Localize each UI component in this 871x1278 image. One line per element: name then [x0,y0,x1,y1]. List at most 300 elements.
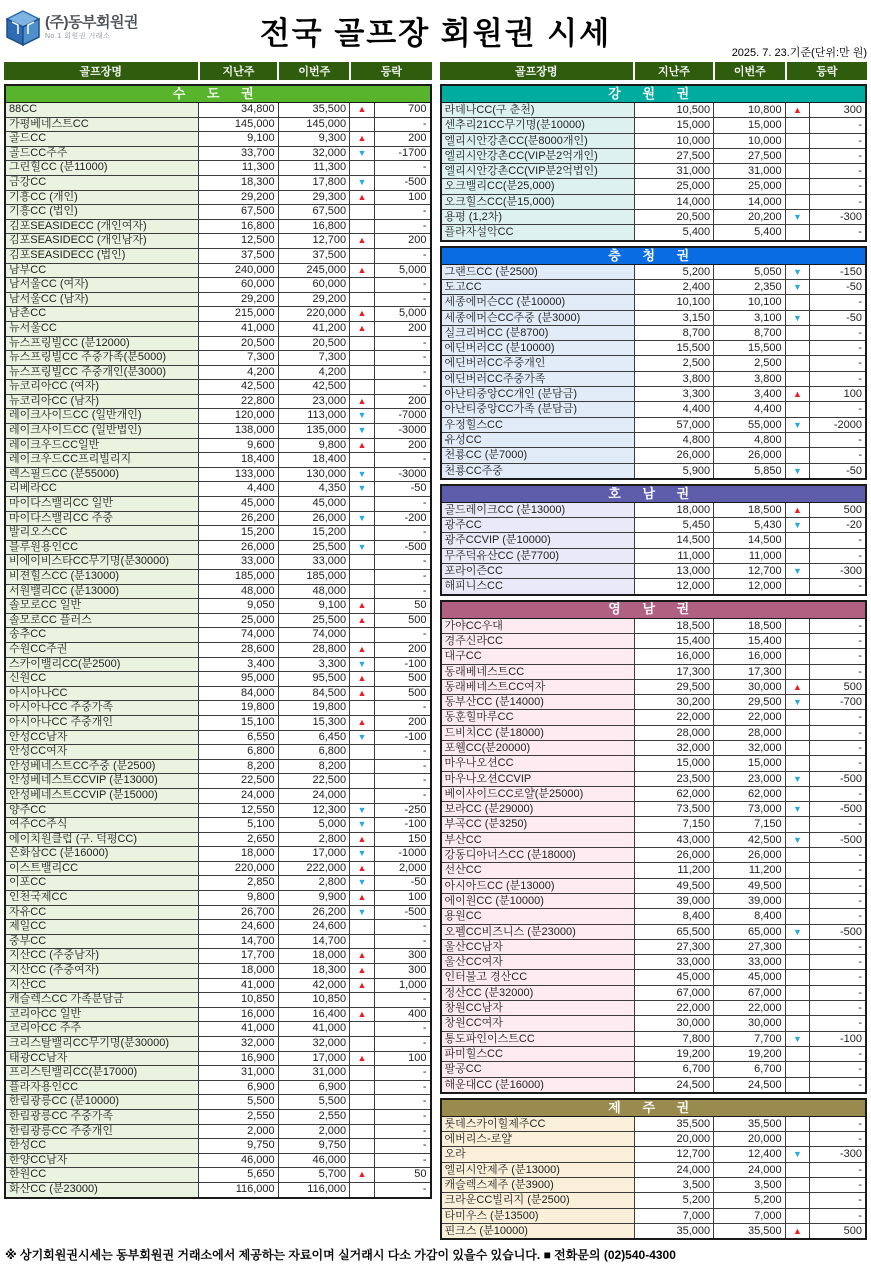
change-value: - [374,584,430,599]
change-value: 700 [374,103,430,118]
last-week-price: 22,000 [634,710,714,725]
no-change-icon [350,1182,375,1197]
last-week-price: 19,800 [199,701,279,716]
table-row [441,341,867,356]
course-name: 솔모로CC 플러스 [5,613,199,628]
this-week-price: 42,500 [714,832,785,847]
course-name: 블루원용인CC [5,540,199,555]
this-week-price: 7,000 [714,1208,785,1223]
change-value: - [810,579,866,595]
change-value: - [374,774,430,789]
no-change-icon [785,740,810,755]
table-row [441,618,867,633]
course-name: 지산CC (주중여자) [5,964,199,979]
column-header-row [4,62,432,80]
table-row [441,817,867,832]
section-title-honam: 호 남 권 [441,485,867,503]
table-row [5,132,431,147]
page-title: 전국 골프장 회원권 시세 [259,16,612,51]
this-week-price: 73,000 [714,802,785,817]
change-value: - [810,649,866,664]
section-title-yeongnam: 영 남 권 [441,601,867,619]
table-row [441,579,867,595]
table-row [5,365,431,380]
last-week-price: 16,000 [199,1007,279,1022]
this-week-price: 67,500 [278,205,349,220]
table-row [441,633,867,648]
table-row [5,278,431,293]
last-week-price: 3,800 [634,371,714,386]
this-week-price: 9,750 [278,1139,349,1154]
region-table-jeju [440,1098,868,1240]
section-header-row-honam [441,485,867,503]
last-week-price: 12,000 [634,579,714,595]
last-week-price: 39,000 [634,893,714,908]
change-value: 500 [810,502,866,517]
course-name: 지산CC [5,978,199,993]
this-week-price: 22,000 [714,710,785,725]
up-arrow-icon: ▲ [785,103,810,118]
course-name: 아시아나CC [5,686,199,701]
this-week-price: 18,500 [714,618,785,633]
course-name: 중부CC [5,934,199,949]
this-week-price: 18,300 [278,964,349,979]
this-week-price: 3,800 [714,371,785,386]
no-change-icon [785,1062,810,1077]
change-value: 5,000 [374,263,430,278]
last-week-price: 11,300 [199,161,279,176]
table-row [441,448,867,463]
no-change-icon [785,548,810,563]
course-name: 자유CC [5,905,199,920]
change-value: - [374,555,430,570]
table-row [441,548,867,563]
course-name: 해피니스CC [441,579,635,595]
page-header [4,2,867,58]
region-table-chungcheong [440,246,868,480]
course-name: 울산CC남자 [441,939,635,954]
table-row [5,103,431,118]
course-name: 해운대CC (분16000) [441,1077,635,1093]
this-week-price: 116,000 [278,1182,349,1197]
this-week-price: 35,500 [278,103,349,118]
region-table-gangwon [440,84,868,242]
table-row [5,1022,431,1037]
col-label-lastweek: 지난주 [634,62,714,80]
change-value: - [374,1037,430,1052]
table-row [5,438,431,453]
this-week-price: 16,400 [278,1007,349,1022]
change-value: - [810,985,866,1000]
change-value: -500 [810,832,866,847]
table-row [5,1095,431,1110]
down-arrow-icon: ▼ [350,146,375,161]
change-value: 300 [810,103,866,118]
down-arrow-icon: ▼ [785,832,810,847]
last-week-price: 15,200 [199,526,279,541]
this-week-price: 35,500 [714,1116,785,1131]
table-row [441,1046,867,1061]
course-name: 남부CC [5,263,199,278]
last-week-price: 7,000 [634,1208,714,1223]
this-week-price: 6,700 [714,1062,785,1077]
no-change-icon [785,725,810,740]
last-week-price: 31,000 [634,164,714,179]
this-week-price: 5,500 [278,1095,349,1110]
last-week-price: 138,000 [199,424,279,439]
course-name: 기흥CC (법인) [5,205,199,220]
right-column [440,62,868,1240]
table-row [441,863,867,878]
last-week-price: 4,800 [634,432,714,447]
course-name: 유성CC [441,432,635,447]
this-week-price: 135,000 [278,424,349,439]
no-change-icon [350,161,375,176]
table-row [5,905,431,920]
this-week-price: 5,400 [714,225,785,241]
table-row [5,1124,431,1139]
down-arrow-icon: ▼ [350,876,375,891]
no-change-icon [350,526,375,541]
last-week-price: 10,500 [634,103,714,118]
this-week-price: 14,000 [714,194,785,209]
up-arrow-icon: ▲ [785,679,810,694]
phone-contact: ■ 전화문의 (02)540-4300 [543,1248,676,1263]
up-arrow-icon: ▲ [350,949,375,964]
table-row [441,518,867,533]
this-week-price: 8,400 [714,909,785,924]
this-week-price: 18,000 [278,949,349,964]
course-name: 드비치CC (분18000) [441,725,635,740]
change-value: - [810,432,866,447]
no-change-icon [785,909,810,924]
this-week-price: 2,500 [714,356,785,371]
this-week-price: 46,000 [278,1153,349,1168]
down-arrow-icon: ▼ [350,657,375,672]
this-week-price: 42,500 [278,380,349,395]
company-logo [6,10,138,46]
change-value: - [374,628,430,643]
no-change-icon [350,1037,375,1052]
no-change-icon [785,179,810,194]
no-change-icon [350,745,375,760]
table-row [441,564,867,579]
change-value: - [374,993,430,1008]
course-name: 아시아나CC 주중가족 [5,701,199,716]
change-value: - [810,756,866,771]
change-value: - [810,710,866,725]
change-value: -100 [374,657,430,672]
course-name: 금강CC [5,175,199,190]
last-week-price: 220,000 [199,861,279,876]
last-week-price: 3,300 [634,387,714,402]
section-header-row-sudo [5,85,431,103]
this-week-price: 26,000 [714,848,785,863]
this-week-price: 14,500 [714,533,785,548]
change-value: -500 [810,924,866,939]
course-name: 우정힐스CC [441,417,635,432]
no-change-icon [350,1139,375,1154]
this-week-price: 2,000 [278,1124,349,1139]
table-row [441,878,867,893]
last-week-price: 215,000 [199,307,279,322]
this-week-price: 42,000 [278,978,349,993]
company-tagline: No.1 회원권 거래소 [45,33,111,40]
table-row [441,279,867,294]
course-name: 안성베네스트CCVIP (분15000) [5,788,199,803]
change-value: - [810,893,866,908]
no-change-icon [350,1022,375,1037]
down-arrow-icon: ▼ [785,210,810,225]
down-arrow-icon: ▼ [350,905,375,920]
last-week-price: 8,200 [199,759,279,774]
last-week-price: 22,800 [199,394,279,409]
logo-text [45,15,138,41]
no-change-icon [350,1109,375,1124]
table-row [5,540,431,555]
course-name: 실크리버CC (분8700) [441,325,635,340]
last-week-price: 41,000 [199,321,279,336]
change-value: -700 [810,695,866,710]
no-change-icon [350,497,375,512]
down-arrow-icon: ▼ [785,695,810,710]
change-value: -20 [810,518,866,533]
table-row [5,467,431,482]
table-row [441,210,867,225]
last-week-price: 19,200 [634,1046,714,1061]
up-arrow-icon: ▲ [785,387,810,402]
change-value: 500 [374,686,430,701]
last-week-price: 49,500 [634,878,714,893]
change-value: - [374,380,430,395]
change-value: - [810,341,866,356]
course-name: 세종에머슨CC (분10000) [441,295,635,310]
last-week-price: 9,050 [199,599,279,614]
table-row [5,1168,431,1183]
change-value: - [810,664,866,679]
course-name: 에딘버러CC (분10000) [441,341,635,356]
this-week-price: 22,000 [714,1001,785,1016]
last-week-price: 41,000 [199,1022,279,1037]
this-week-price: 20,500 [278,336,349,351]
table-row [5,642,431,657]
up-arrow-icon: ▲ [785,502,810,517]
change-value: - [810,325,866,340]
course-name: 스카이밸리CC(분2500) [5,657,199,672]
table-row [5,628,431,643]
table-row [441,1001,867,1016]
course-name: 마우나오션CCVIP [441,771,635,786]
change-value: - [810,371,866,386]
change-value: - [374,1095,430,1110]
course-name: 오크힐스CC(분15,000) [441,194,635,209]
course-name: 태광CC남자 [5,1051,199,1066]
last-week-price: 31,000 [199,1066,279,1081]
table-row [441,725,867,740]
last-week-price: 5,200 [634,264,714,279]
down-arrow-icon: ▼ [350,540,375,555]
course-name: 발리오스CC [5,526,199,541]
this-week-price: 15,000 [714,756,785,771]
last-week-price: 2,850 [199,876,279,891]
change-value: 200 [374,642,430,657]
last-week-price: 18,400 [199,453,279,468]
this-week-price: 19,200 [714,1046,785,1061]
change-value: - [374,1182,430,1197]
no-change-icon [785,448,810,463]
table-row [441,295,867,310]
section-header-row-chungcheong [441,247,867,265]
course-name: 아난티중앙CC개인 (분담금) [441,387,635,402]
table-row [5,891,431,906]
course-name: 베이사이드CC로얄(분25000) [441,786,635,801]
last-week-price: 43,000 [634,832,714,847]
col-label-course: 골프장명 [79,66,122,78]
table-row [441,955,867,970]
change-value: -3000 [374,467,430,482]
course-name: 오펠CC비즈니스 (분23000) [441,924,635,939]
last-week-price: 120,000 [199,409,279,424]
change-value: -1000 [374,847,430,862]
table-row [441,264,867,279]
no-change-icon [350,336,375,351]
this-week-price: 15,300 [278,715,349,730]
course-name: 보라CC (분29000) [441,802,635,817]
last-week-price: 18,000 [634,502,714,517]
last-week-price: 24,500 [634,1077,714,1093]
down-arrow-icon: ▼ [350,847,375,862]
last-week-price: 73,500 [634,802,714,817]
last-week-price: 4,400 [634,402,714,417]
course-name: 플라자용인CC [5,1080,199,1095]
table-row [441,1178,867,1193]
last-week-price: 62,000 [634,786,714,801]
table-row [5,1182,431,1197]
last-week-price: 20,500 [199,336,279,351]
this-week-price: 5,850 [714,463,785,479]
last-week-price: 34,800 [199,103,279,118]
last-week-price: 185,000 [199,570,279,585]
this-week-price: 62,000 [714,786,785,801]
this-week-price: 55,000 [714,417,785,432]
table-row [5,511,431,526]
last-week-price: 29,200 [199,292,279,307]
region-table-yeongnam [440,600,868,1094]
table-row [5,234,431,249]
course-name: 아시아드CC (분13000) [441,878,635,893]
last-week-price: 26,000 [199,540,279,555]
last-week-price: 4,200 [199,365,279,380]
this-week-price: 33,000 [714,955,785,970]
table-row [441,502,867,517]
no-change-icon [785,118,810,133]
no-change-icon [785,817,810,832]
no-change-icon [785,341,810,356]
course-name: 한림광릉CC (분10000) [5,1095,199,1110]
this-week-price: 32,000 [714,740,785,755]
change-value: - [810,1132,866,1147]
up-arrow-icon: ▲ [350,263,375,278]
up-arrow-icon: ▲ [350,861,375,876]
last-week-price: 5,500 [199,1095,279,1110]
this-week-price: 26,000 [278,511,349,526]
course-name: 뉴코리아CC (여자) [5,380,199,395]
left-column [4,62,432,1240]
course-name: 뉴서울CC [5,321,199,336]
table-row [441,802,867,817]
course-name: 광주CCVIP (분10000) [441,533,635,548]
company-name: (주)동부회원권 [45,14,138,31]
course-name: 그린힐CC (분11000) [5,161,199,176]
change-value: -500 [374,175,430,190]
no-change-icon [785,878,810,893]
this-week-price: 31,000 [278,1066,349,1081]
up-arrow-icon: ▲ [350,978,375,993]
up-arrow-icon: ▲ [350,234,375,249]
course-name: 한양CC남자 [5,1153,199,1168]
course-name: 한림광릉CC 주중개인 [5,1124,199,1139]
this-week-price: 32,000 [278,146,349,161]
table-row [5,672,431,687]
table-row [441,649,867,664]
change-value: - [810,295,866,310]
section-title-chungcheong: 충 청 권 [441,247,867,265]
course-name: 용원CC [441,909,635,924]
last-week-price: 7,800 [634,1031,714,1046]
last-week-price: 5,100 [199,818,279,833]
change-value: - [374,248,430,263]
this-week-price: 14,700 [278,934,349,949]
table-row [5,424,431,439]
up-arrow-icon: ▲ [350,891,375,906]
course-name: 코리아CC 일반 [5,1007,199,1022]
no-change-icon [785,955,810,970]
table-row [441,1077,867,1093]
this-week-price: 33,000 [278,555,349,570]
last-week-price: 11,000 [634,548,714,563]
change-value: - [810,179,866,194]
table-row [441,786,867,801]
this-week-price: 6,900 [278,1080,349,1095]
this-week-price: 185,000 [278,570,349,585]
change-value: -250 [374,803,430,818]
down-arrow-icon: ▼ [785,1031,810,1046]
this-week-price: 113,000 [278,409,349,424]
table-row [441,1162,867,1177]
change-value: - [374,497,430,512]
no-change-icon [785,618,810,633]
no-change-icon [785,1016,810,1031]
course-name: 아난티중앙CC가족 (분담금) [441,402,635,417]
course-name: 핀크스 (분10000) [441,1223,635,1239]
change-value: -50 [374,482,430,497]
last-week-price: 33,000 [199,555,279,570]
this-week-price: 5,700 [278,1168,349,1183]
table-row [5,657,431,672]
no-change-icon [785,786,810,801]
up-arrow-icon: ▲ [350,642,375,657]
down-arrow-icon: ▼ [350,409,375,424]
this-week-price: 17,300 [714,664,785,679]
change-value: - [810,1178,866,1193]
change-value: - [374,161,430,176]
last-week-price: 25,000 [199,613,279,628]
last-week-price: 28,000 [634,725,714,740]
this-week-price: 2,800 [278,876,349,891]
last-week-price: 116,000 [199,1182,279,1197]
table-row [5,1109,431,1124]
table-row [441,387,867,402]
